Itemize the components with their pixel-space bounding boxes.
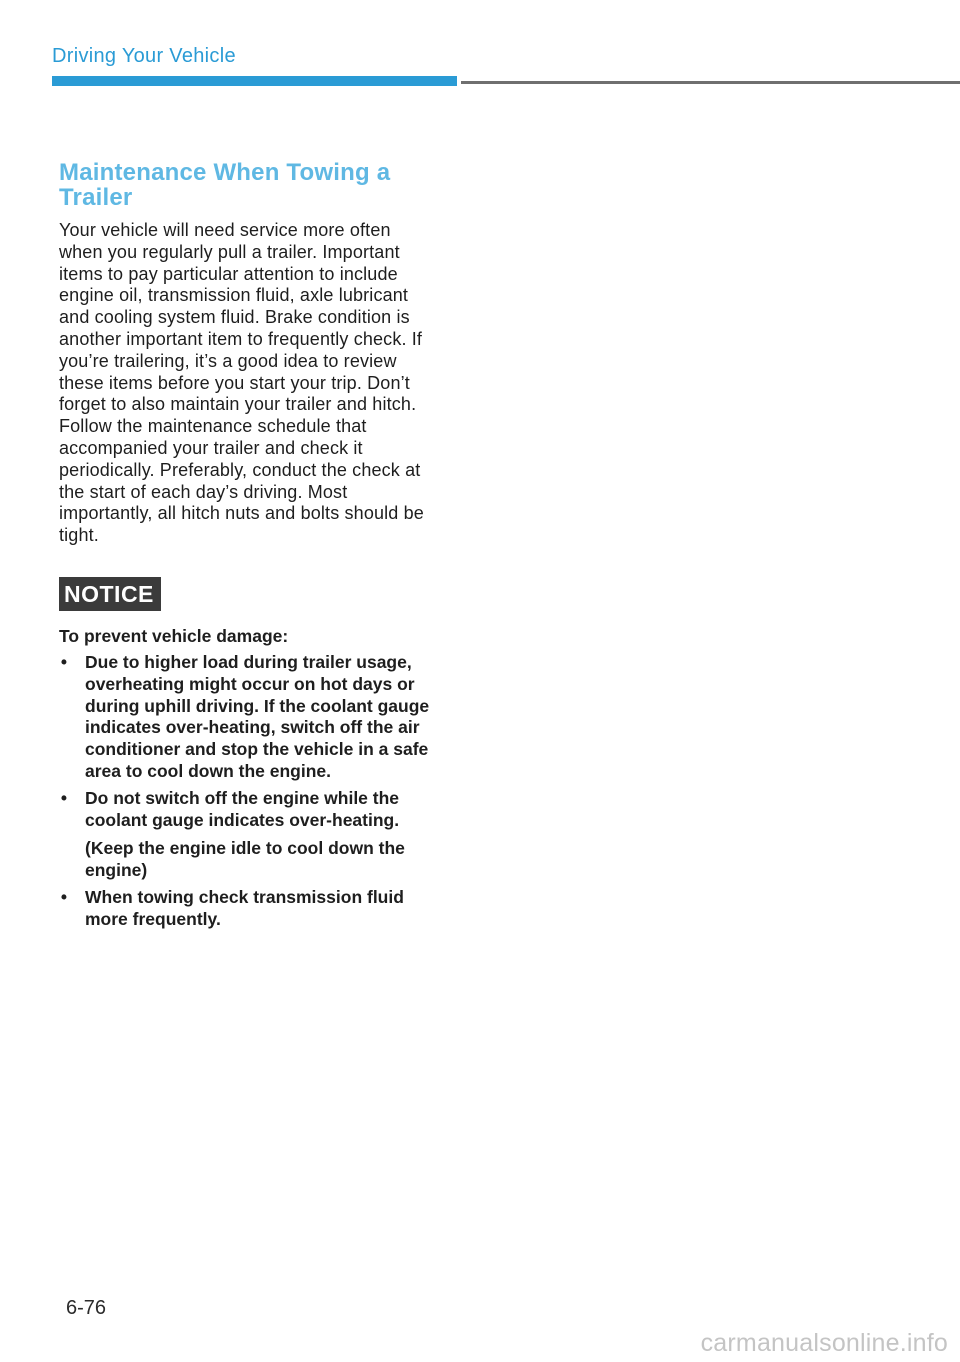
notice-item-text: When towing check transmission fluid more frequently. [85,886,404,929]
bullet-icon: • [60,787,68,808]
notice-item-overheating [59,652,439,783]
notice-item-transmission [59,887,439,931]
bullet-icon: • [60,886,68,907]
notice-item-subtext: (Keep the engine idle to cool down the engine) [85,838,405,881]
header-accent-rule [52,76,457,86]
notice-block [59,547,439,931]
main-content [59,160,439,936]
notice-item-text: Due to higher load during trailer usage, overheating might occur on hot days or during uphill driving. If the coolant gauge indicates over-heating, switch off the air conditioner and stop the vehicle in a safe area to cool down the engine. [85,651,430,781]
section-title: Driving Your Vehicle [52,45,236,67]
watermark: carmanualsonline.info [700,1329,948,1357]
notice-badge: NOTICE [59,577,161,611]
header-divider-rule [461,81,960,84]
section-heading: Maintenance When Towing a Trailer [59,159,391,211]
bullet-icon: • [60,651,68,672]
page-number: 6-76 [66,1297,107,1319]
notice-item-text: Do not switch off the engine while the coolant gauge indicates over-heating. [85,787,400,830]
notice-list [59,652,439,931]
notice-intro: To prevent vehicle damage: [59,625,289,646]
body-paragraph: Your vehicle will need service more often when you regularly pull a trailer. Important items to pay particular attention to include engine oil, transmission fluid, axle lubricant and cooling system fluid. Brake condition is another important item to frequently check. If you’re trailering, it’s a good idea to review these items before you start your trip. Don’t forget to also maintain your trailer and hitch. Follow the maintenance schedule that accompanied your trailer and check it periodically. Preferably, conduct the check at the start of each day’s driving. Most importantly, all hitch nuts and bolts should be tight. [59,220,424,546]
notice-item-engine-off [59,788,439,882]
